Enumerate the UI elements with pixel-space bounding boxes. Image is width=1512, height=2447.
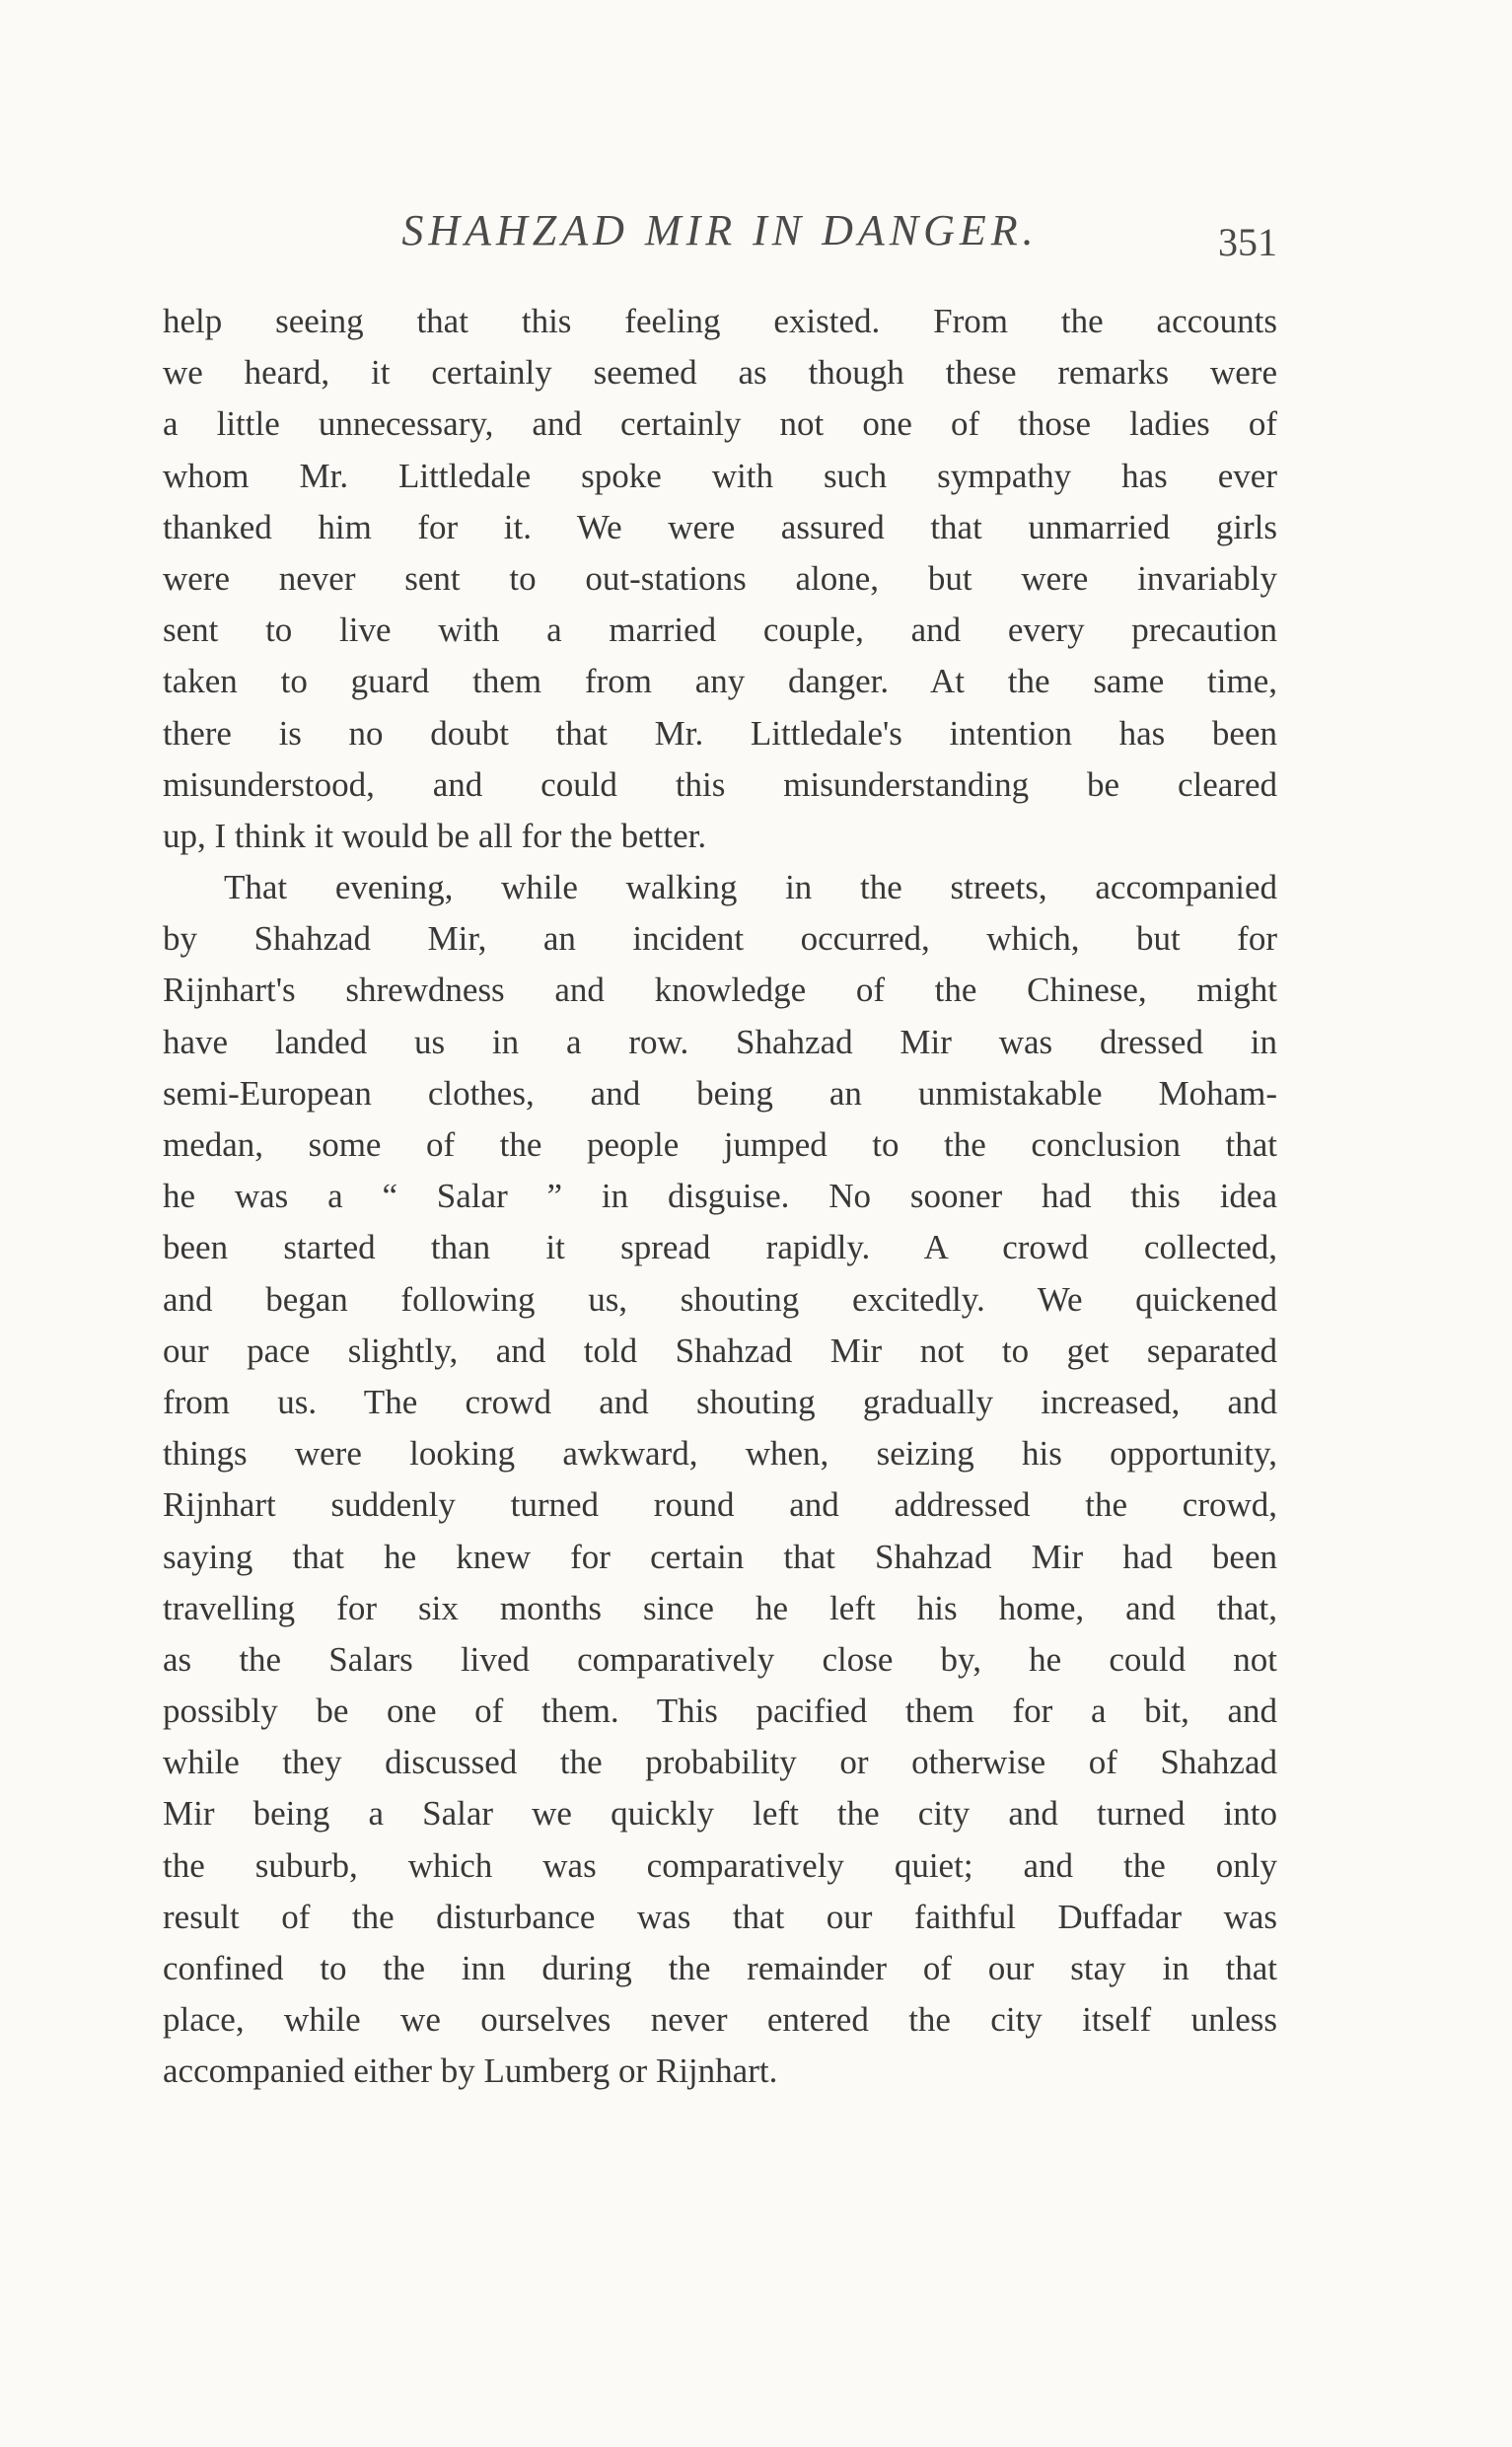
text-line: thanked him for it. We were assured that unmarried girls [163, 507, 1277, 546]
text-line: misunderstood, and could this misunderstanding be cleared [163, 764, 1277, 804]
page-number: 351 [1218, 220, 1277, 264]
running-head [163, 205, 1277, 264]
text-line: been started than it spread rapidly. A crowd collected, [163, 1228, 1277, 1267]
text-line: confined to the inn during the remainder of our stay in that [163, 1949, 1277, 1987]
text-line: result of the disturbance was that our faithful Duffadar was [163, 1897, 1277, 1936]
text-line: accompanied either by Lumberg or Rijnhart. [163, 2051, 778, 2091]
text-line: medan, some of the people jumped to the conclusion that [163, 1125, 1277, 1164]
text-line: our pace slightly, and told Shahzad Mir not to get separated [163, 1331, 1277, 1370]
text-line: things were looking awkward, when, seizing his opportunity, [163, 1434, 1277, 1474]
text-line: a little unnecessary, and certainly not one of those ladies of [163, 404, 1277, 444]
text-line: we heard, it certainly seemed as though these remarks were [163, 353, 1277, 393]
text-line: semi-European clothes, and being an unmistakable Moham- [163, 1073, 1277, 1113]
text-line: there is no doubt that Mr. Littledale's intention has been [163, 713, 1277, 753]
text-line: Rijnhart's shrewdness and knowledge of the Chinese, might [163, 971, 1277, 1010]
text-line: from us. The crowd and shouting gradually increased, and [163, 1382, 1277, 1421]
text-line: by Shahzad Mir, an incident occurred, which, but for [163, 919, 1277, 959]
text-line: Mir being a Salar we quickly left the city and turned into [163, 1794, 1277, 1834]
text-line: help seeing that this feeling existed. From the accounts [163, 302, 1277, 340]
text-line: taken to guard them from any danger. At the same time, [163, 662, 1277, 701]
text-line: That evening, while walking in the streets, accompanied [224, 868, 1277, 907]
text-line: place, while we ourselves never entered the city itself unless [163, 2000, 1277, 2040]
text-line: he was a “ Salar ” in disguise. No sooner had this idea [163, 1177, 1277, 1216]
text-line: sent to live with a married couple, and every precaution [163, 611, 1277, 650]
text-line: up, I think it would be all for the better. [163, 816, 707, 855]
text-line: and began following us, shouting excitedly. We quickened [163, 1279, 1277, 1319]
text-line: as the Salars lived comparatively close by, he could not [163, 1639, 1277, 1679]
text-line: were never sent to out-stations alone, but were invariably [163, 558, 1277, 598]
text-line: possibly be one of them. This pacified them for a bit, and [163, 1691, 1277, 1731]
text-line: while they discussed the probability or otherwise of Shahzad [163, 1743, 1277, 1782]
paragraph-1 [163, 296, 1277, 862]
text-line: Rijnhart suddenly turned round and addressed the crowd, [163, 1485, 1277, 1525]
text-line: have landed us in a row. Shahzad Mir was dressed in [163, 1022, 1277, 1061]
paragraph-2 [163, 862, 1277, 2098]
text-line: the suburb, which was comparatively quiet; and the only [163, 1845, 1277, 1885]
body-text [163, 296, 1277, 2098]
text-line: travelling for six months since he left his home, and that, [163, 1588, 1277, 1627]
text-line: whom Mr. Littledale spoke with such sympathy has ever [163, 456, 1277, 495]
running-title: SHAHZAD MIR IN DANGER. [401, 206, 1039, 254]
text-line: saying that he knew for certain that Shahzad Mir had been [163, 1537, 1277, 1576]
